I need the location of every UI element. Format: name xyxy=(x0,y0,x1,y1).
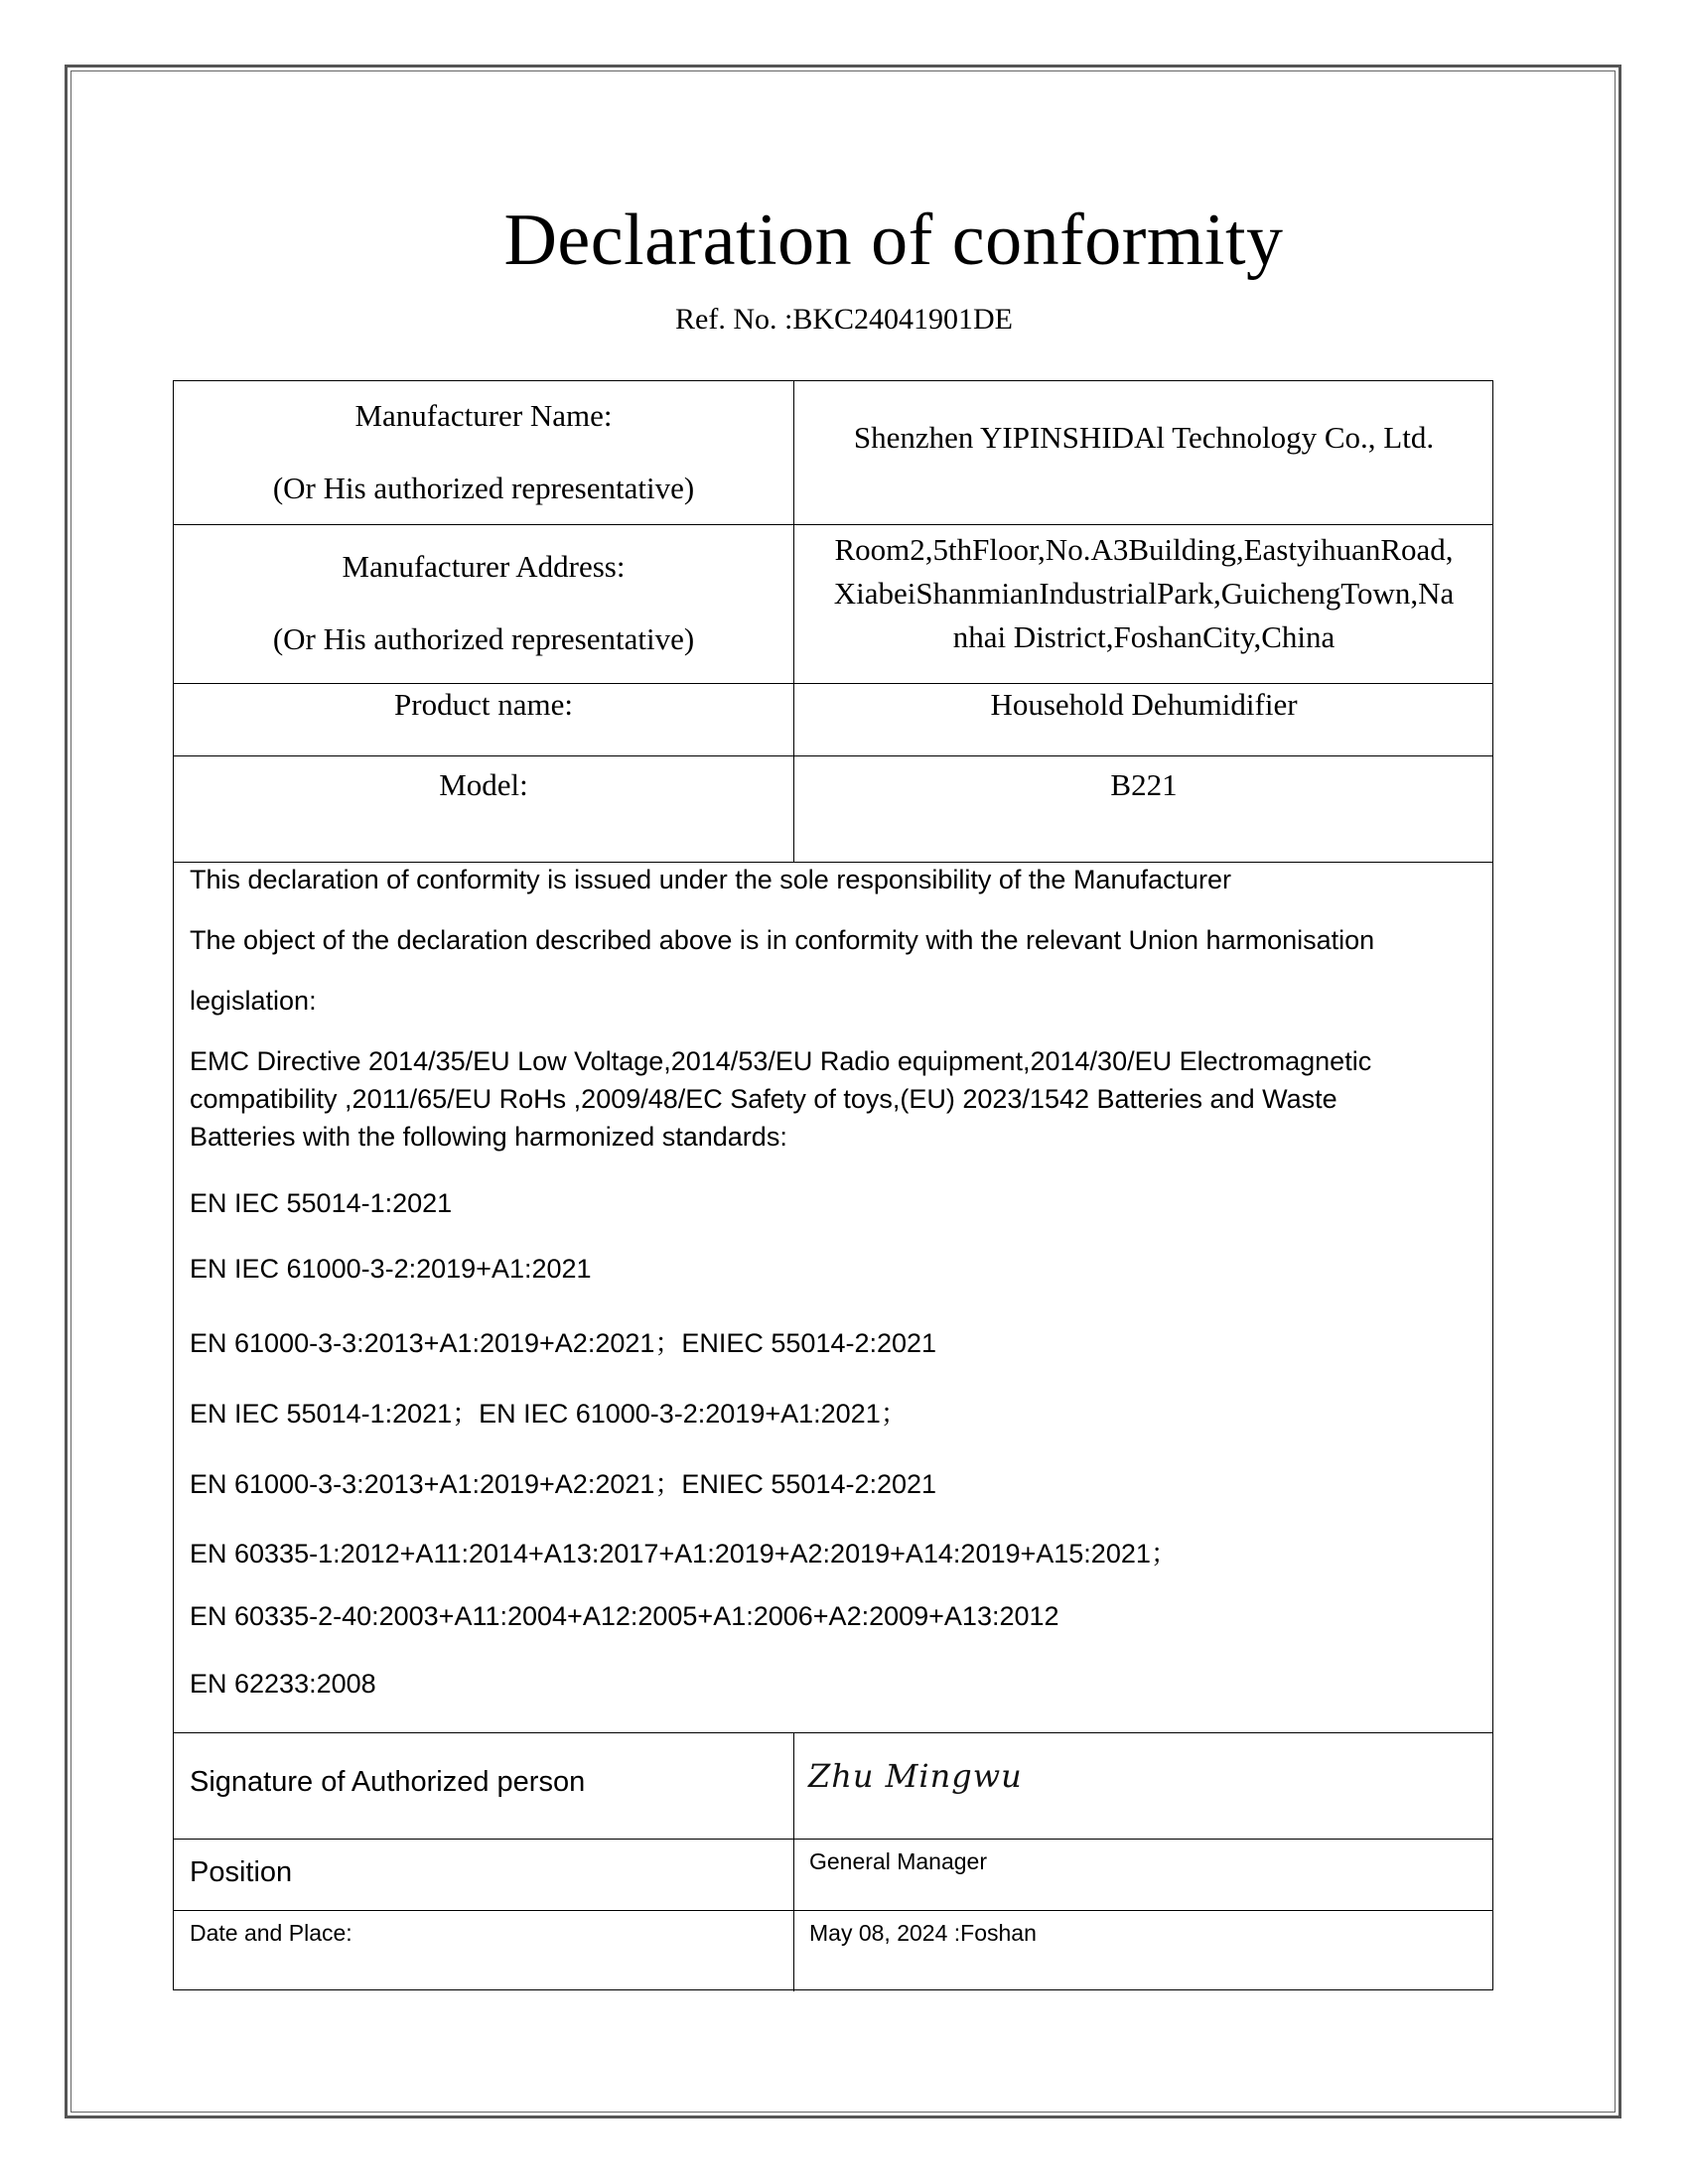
document-title: Declaration of conformity xyxy=(503,200,1284,281)
row-divider xyxy=(174,862,1492,863)
standard-item: EN 62233:2008 xyxy=(190,1669,376,1699)
directives-line: Batteries with the following harmonized standards: xyxy=(190,1122,787,1152)
product-name-label-text: Product name: xyxy=(394,686,573,722)
address-line: Room2,5thFloor,No.A3Building,EastyihuanRoad, xyxy=(834,531,1454,567)
row-divider xyxy=(174,1910,1492,1911)
standard-item: EN IEC 55014-1:2021 xyxy=(190,1188,453,1218)
manufacturer-address-label-line2: (Or His authorized representative) xyxy=(272,621,695,656)
date-place-value: May 08, 2024 :Foshan xyxy=(809,1920,1037,1946)
manufacturer-name-label xyxy=(174,381,793,524)
manufacturer-name-value-cell xyxy=(793,381,1494,495)
directives-line: compatibility ,2011/65/EU RoHs ,2009/48/EC Safety of toys,(EU) 2023/1542 Batteries and Waste xyxy=(190,1084,1337,1114)
product-name-value-text: Household Dehumidifier xyxy=(990,686,1298,722)
position-label: Position xyxy=(190,1856,293,1888)
declaration-line: The object of the declaration described above is in conformity with the relevant Union harmonisation xyxy=(190,925,1375,955)
model-label-text: Model: xyxy=(439,766,528,802)
directives-line: EMC Directive 2014/35/EU Low Voltage,2014/53/EU Radio equipment,2014/30/EU Electromagnetic xyxy=(190,1046,1372,1076)
declaration-table xyxy=(173,380,1493,1990)
model-label xyxy=(174,755,793,815)
address-line: nhai District,FoshanCity,China xyxy=(952,619,1336,655)
manufacturer-name-value: Shenzhen YIPINSHIDAl Technology Co., Ltd. xyxy=(853,420,1435,456)
manufacturer-name-label-line1: Manufacturer Name: xyxy=(354,398,613,434)
handwritten-signature: Zhu Mingwu xyxy=(808,1757,1023,1795)
row-divider xyxy=(174,1732,1492,1733)
column-divider xyxy=(793,1732,794,1991)
standard-item: EN IEC 61000-3-2:2019+A1:2021 xyxy=(190,1254,592,1284)
standard-item: EN 61000-3-3:2013+A1:2019+A2:2021；ENIEC 55014-2:2021 xyxy=(190,1328,937,1358)
product-name-label xyxy=(174,683,793,727)
model-value-text: B221 xyxy=(1110,766,1178,802)
standard-item: EN IEC 55014-1:2021；EN IEC 61000-3-2:2019+A1:2021； xyxy=(190,1399,908,1429)
product-name-value xyxy=(793,683,1494,727)
declaration-line: legislation: xyxy=(190,986,317,1016)
manufacturer-address-label-line1: Manufacturer Address: xyxy=(342,549,626,585)
manufacturer-name-label-line2: (Or His authorized representative) xyxy=(272,471,695,505)
manufacturer-address-label xyxy=(174,524,793,683)
declaration-line: This declaration of conformity is issued under the sole responsibility of the Manufacturer xyxy=(190,865,1232,894)
standard-item: EN 60335-1:2012+A11:2014+A13:2017+A1:2019+A2:2019+A14:2019+A15:2021； xyxy=(190,1539,1178,1569)
model-value xyxy=(793,755,1494,815)
date-place-label: Date and Place: xyxy=(190,1920,352,1946)
manufacturer-address-value xyxy=(793,524,1494,663)
reference-number: Ref. No. :BKC24041901DE xyxy=(675,303,1013,336)
standard-item: EN 60335-2-40:2003+A11:2004+A12:2005+A1:2006+A2:2009+A13:2012 xyxy=(190,1601,1059,1631)
row-divider xyxy=(174,1839,1492,1840)
address-line: XiabeiShanmianIndustrialPark,GuichengTown,Na xyxy=(833,575,1455,611)
position-value: General Manager xyxy=(809,1848,987,1874)
standard-item: EN 61000-3-3:2013+A1:2019+A2:2021；ENIEC 55014-2:2021 xyxy=(190,1469,937,1499)
signature-label: Signature of Authorized person xyxy=(190,1766,586,1798)
